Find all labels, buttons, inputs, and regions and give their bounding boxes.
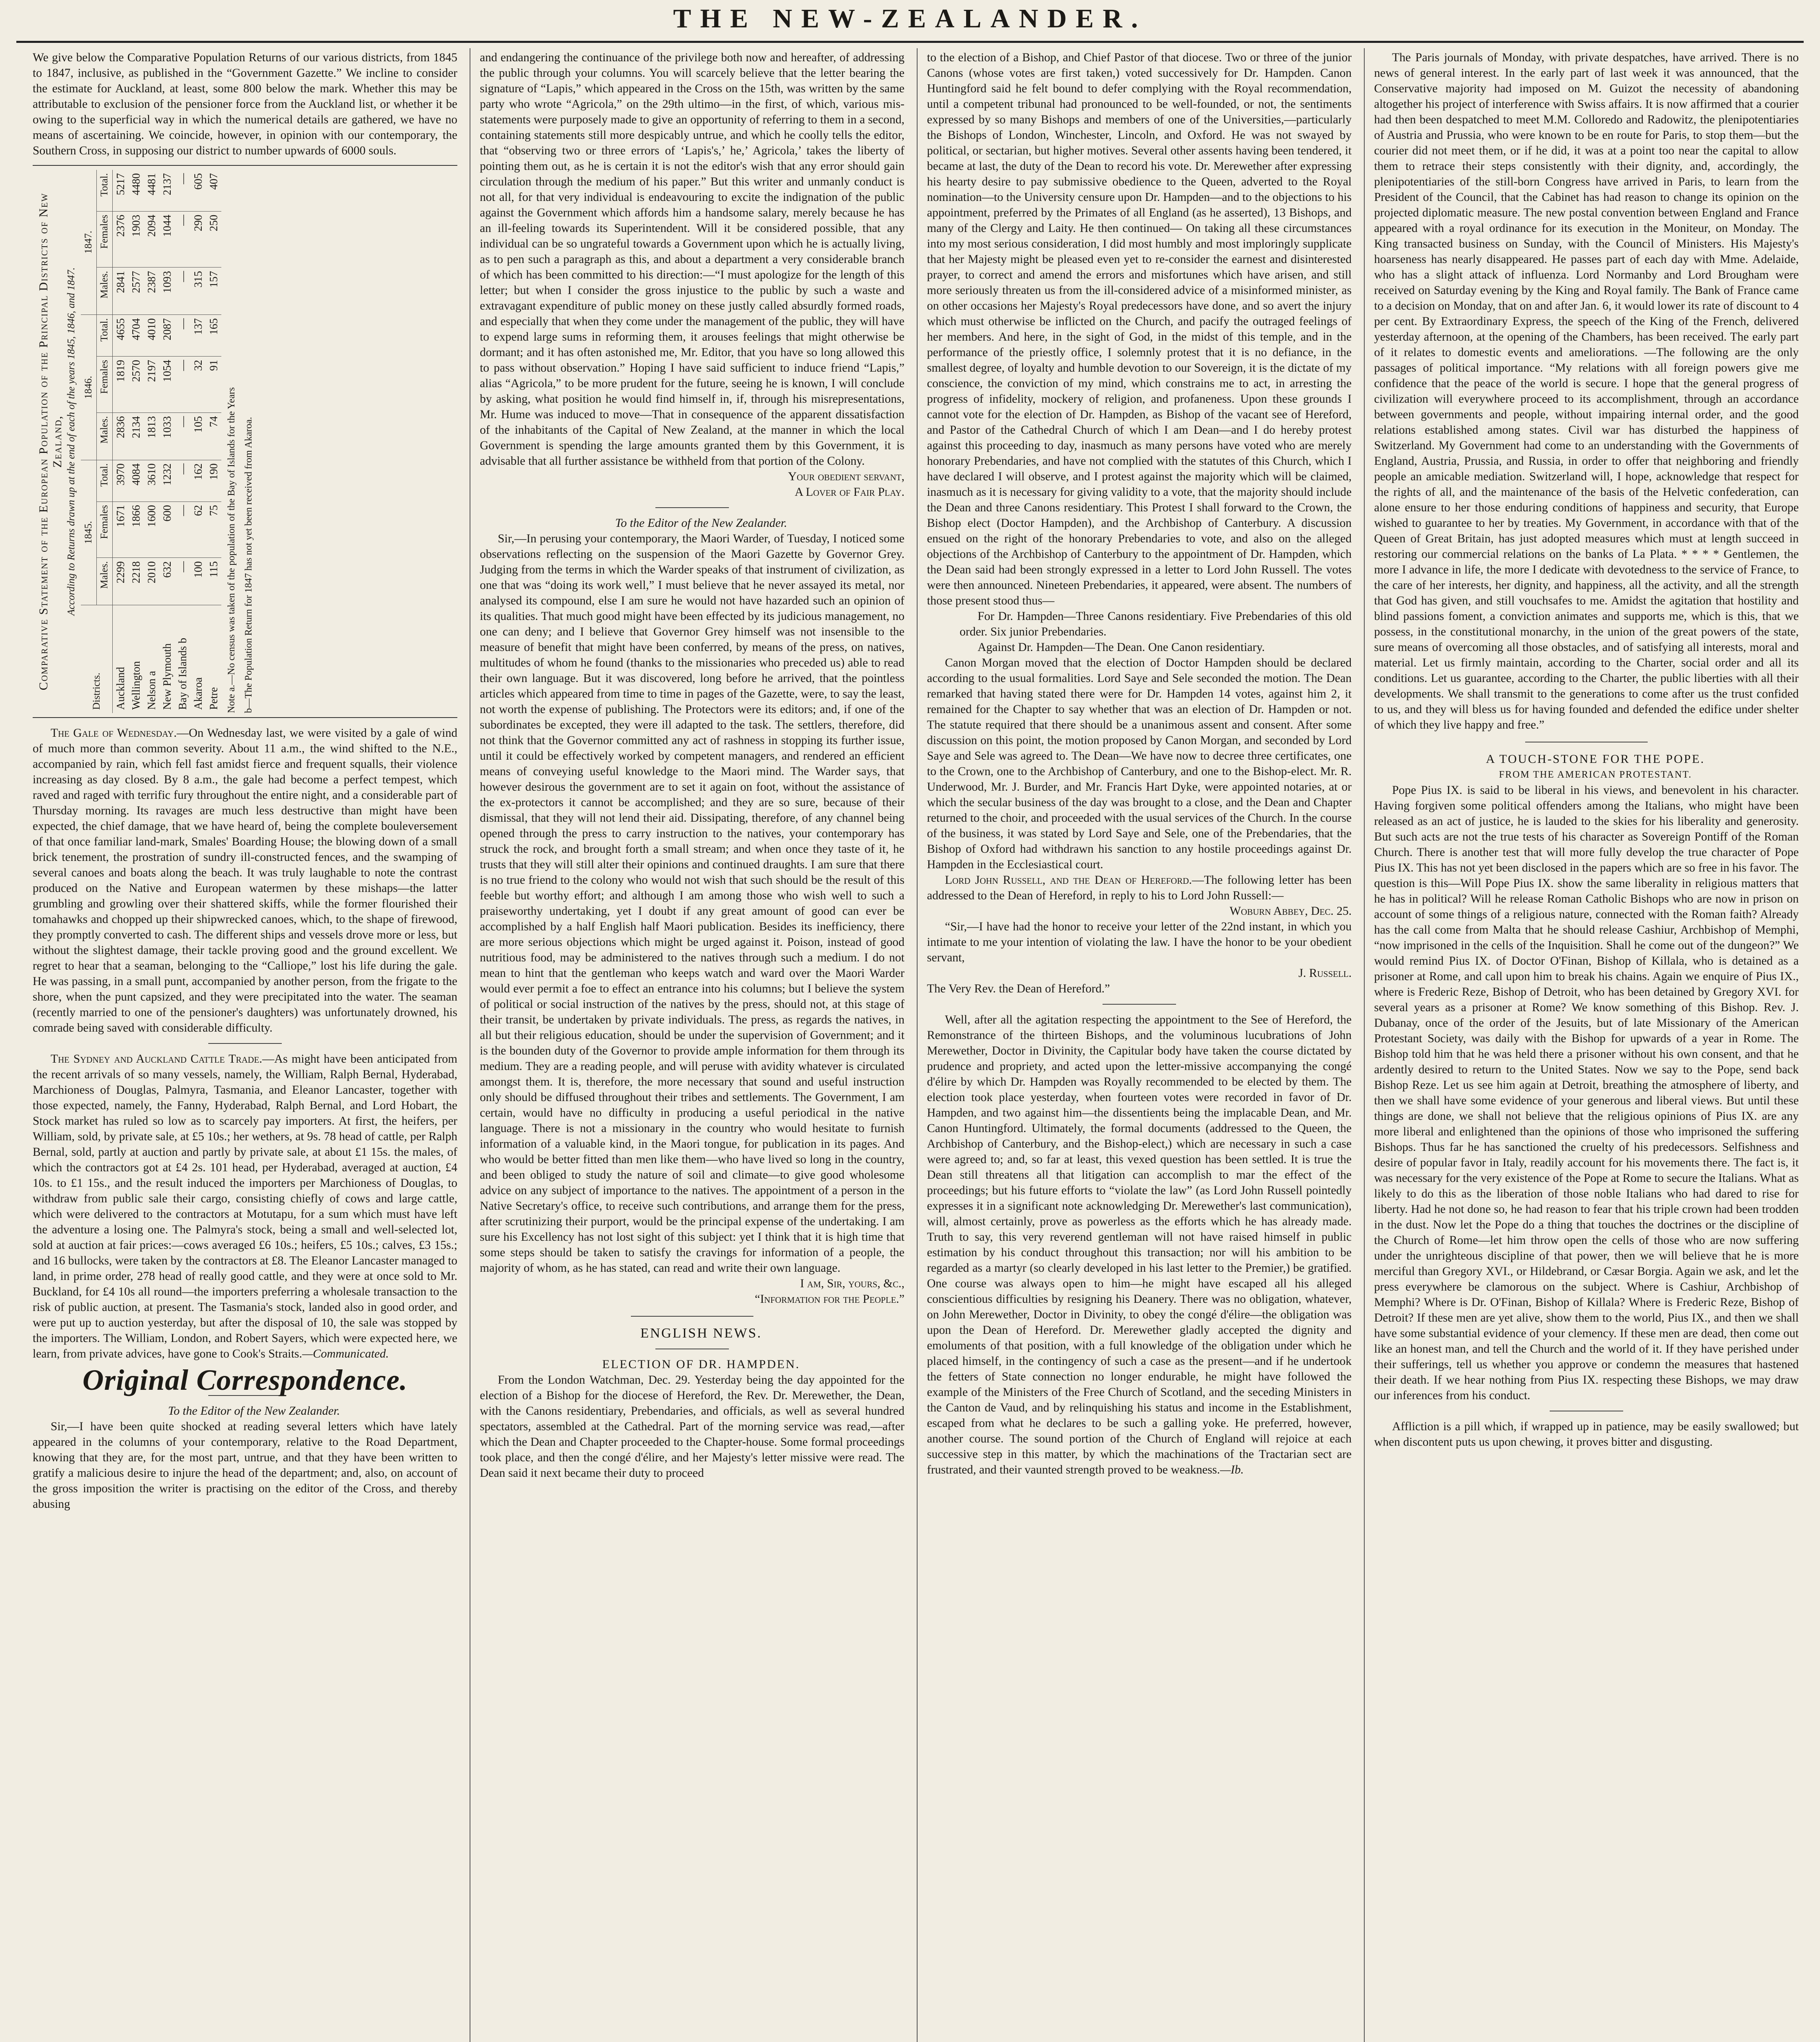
- filler-text: Affliction is a pill which, if wrapped up in patience, may be easily swallowed; but when discontent puts us upon chewing, it proves bitter and disgusting.: [1374, 1420, 1799, 1449]
- column-2: [480, 50, 904, 2042]
- table-cell: 2836: [113, 412, 129, 460]
- table-cell: 190: [206, 460, 221, 502]
- table-cell: 62: [190, 502, 206, 558]
- table-cell: 74: [206, 412, 221, 460]
- district-name: Petre: [207, 687, 220, 710]
- table-cell: 2197: [144, 357, 159, 413]
- table-cell: —: [175, 170, 190, 211]
- table-cell: 157: [206, 268, 221, 315]
- table-cell: 162: [190, 460, 206, 502]
- col-header: Males.: [97, 412, 113, 460]
- table-row: [206, 170, 221, 713]
- table-cell: 4010: [144, 315, 159, 357]
- divider: [1103, 1004, 1176, 1005]
- table-cell: 2570: [128, 357, 144, 413]
- table-cell: 2299: [113, 558, 129, 605]
- newspaper-title: THE NEW-ZEALANDER.: [673, 4, 1147, 33]
- table-cell: 1819: [113, 357, 129, 413]
- table-cell: 250: [206, 211, 221, 268]
- table-row: [175, 170, 190, 713]
- table-cell: 105: [190, 412, 206, 460]
- table-cell: 1044: [159, 211, 175, 268]
- table-cell: 1232: [159, 460, 175, 502]
- article-subtitle: FROM THE AMERICAN PROTESTANT.: [1499, 769, 1692, 780]
- table-cell: 2087: [159, 315, 175, 357]
- table-row: [190, 170, 206, 713]
- masthead-rule: [16, 41, 1804, 43]
- article-text: From the London Watchman, Dec. 29. Yesterday being the day appointed for the election of a Bishop for the diocese of Hereford, the Rev. Dr. Merewether, the Dean, with the Canons residentiary, Prebendaries, and officials, as well as several hundred spectators, assembled at the Cathedral. Part of the morning service was read,—after which the Dean and Chapter proceeded to the Chapter-house. Some formal proceedings took place, and then the congé d'élire, and her Majesty's letter missive were read. The Dean said it next became their duty to proceed: [480, 1373, 904, 1480]
- letter-salutation: To the Editor of the New Zealander.: [615, 517, 787, 530]
- table-cell: —: [175, 315, 190, 357]
- table-cell: —: [175, 460, 190, 502]
- table-cell: 315: [190, 268, 206, 315]
- section-heading-english-news: ENGLISH NEWS.: [640, 1326, 762, 1341]
- cattle-article: —As might have been anticipated from the recent arrivals of so many vessels, namely, the William, Ralph Bernal, Hyderabad, Marchioness of Douglas, Palmyra, Tasmania, and Eleanor Lancaster, together with those expected, namely, the Fanny, Hyderabad, Ralph Bernal, and Lord Hobart, the Stock market has ruled so low as to scarcely pay importers. At first, the heifers, per William, sold, by private sale, at £5 10s.; her wethers, at 9s. 78 head of cattle, per Ralph Bernal, sold, partly at auction and partly by private sale, at about £1 15s. the males, of which the contractors got at £4 2s. 101 head, per Hyderabad, averaged at auction, £4 10s. to £1 15s., and the result induced the importers per Marchioness of Douglas, to withdraw from public sale their cargo, consisting chiefly of cows and large cattle, which were delivered to the contractors at Motutapu, for a sum which must have left the adventure a losing one. The Palmyra's stock, being a small and well-selected lot, sold at auction at fair prices:—cows averaged £6 10s.; heifers, £5 10s.; calves, £3 15s.; and 16 bullocks, were taken by the contractors at £8. The Eleanor Lancaster managed to land, in prime order, 278 head of really good cattle, and they were at once sold to Mr. Buckland, for £4 10s all round—the importers preferring a wholesale transaction to the risk of public auction, at present. The Tasmania's stock, landed also in good order, and were put up to auction yesterday, but after the disposal of 10, the sale was stopped by the importers. The William, London, and Robert Sayers, which were expected here, we learn, from private advices, have gone to Cook's Straits.: [33, 1052, 457, 1360]
- table-cell: 4704: [128, 315, 144, 357]
- table-cell: 2137: [159, 170, 175, 211]
- column-4: [1374, 50, 1799, 2042]
- table-cell: —: [175, 211, 190, 268]
- col-header: Females: [97, 211, 113, 268]
- letter-text: Sir,—I have been quite shocked at reading several letters which have lately appeared in the columns of your contemporary, relative to the Road Department, knowing that they are, for the most part, untrue, and that they have been written to gratify a malicious desire to injure the head of the department; and, also, on account of the gross imposition the writer is practising on the editor of the Cross, and thereby abusing: [33, 1420, 457, 1511]
- table-cell: 115: [206, 558, 221, 605]
- table-cell: 4480: [128, 170, 144, 211]
- letter-text: Sir,—In perusing your contemporary, the Maori Warder, of Tuesday, I noticed some observations reflecting on the suspension of the Maori Gazette by Governor Grey. Judging from the terms in which the Warder speaks of that instrument of civilization, as one that was “doing its work well,” I must believe that he never assayed its metal, nor analysed its compound, else I am sure he would not have hazarded such an opinion of its qualities. That much good might have been effected by its judicious management, no one can deny; and I believe that Governor Grey himself was not insensible to the measure of benefit that might have been conferred, by means of the press, on natives, multitudes of whom he found (thanks to the missionaries who preceded us) able to read their own language. But it was discovered, long before he arrived, that the pointless articles which appeared from time to time in pages of the Gazette, were, to say the least, not worth the expense of publishing. The Protectors were its editors; and, if one of the subordinates be excepted, they were ill adapted to the task. The settlers, therefore, did not think that the Governor committed any act of rashness in stopping its further issue, until it could be effectively worked by competent managers, and rendered an efficient means of conveying useful knowledge to the Maori mind. The Warder says, that however desirous the government are to set it again on foot, without the assistance of the ex-protectors it cannot be accomplished; and they are so sure, because of their dismissal, that they will not lend their aid. Dissipating, therefore, of any channel being opened through the press to carry instruction to the natives, your contemporary has struck the rock, and brought forth a small stream; and when once they taste of it, he trusts that they will still alter their opinions and continued draughts. I am sure that there is no true friend to the colony who would not wish that such should be the result of this feeble but worthy effort; and although I am among those who wish well to such a praiseworthy undertaking, yet I doubt if any great amount of good can ever be accomplished by a half English half Maori publication. Besides its inefficiency, there are more serious objections which might be urged against it. Poison, instead of good nutritious food, may be administered to the natives through such a medium. I do not mean to hint that the gentleman who keeps watch and ward over the Maori Warder would ever permit a foe to effect an entrance into his columns; but I believe the system of political or social instruction of the natives by the press, should not, at this stage of their transit, be undertaken by private individuals. The press, as regards the natives, in all but their religious education, should be under the supervision of Government; and it is the bounden duty of the Governor to provide ample information for them through its medium. They are a reading people, and will peruse with avidity whatever is circulated amongst them. It is, therefore, the more necessary that sound and useful instruction only should be diffused throughout their tribes and settlements. The Government, I am certain, would have no difficulty in producing a useful periodical in the native language. There is not a missionary in the country who would hesitate to furnish information of a valuable kind, in the Maori tongue, for publication in its pages. And who would be better fitted than men like them—who have lived so long in the country, and been obliged to study the nature of soil and climate—to give good wholesome advice on any subject of importance to the natives. The appointment of a person in the Native Secretary's office, to receive such contributions, and arrange them for the press, after scrutinizing their purport, would be the principal expense of the undertaking. I am sure his Excellency has not lost sight of this subject: yet I think that it is high time that some steps should be taken to satisfy the cravings for information of a people, the majority of whom, as he has stated, can read and write their own language.: [480, 532, 904, 1275]
- masthead: [0, 0, 1820, 39]
- table-cell: 290: [190, 211, 206, 268]
- table-note-b: b—The Population Return for 1847 has not yet been received from Akaroa.: [243, 417, 254, 713]
- column-3: [927, 50, 1352, 2042]
- table-cell: 2841: [113, 268, 129, 315]
- district-name: Nelson a: [145, 671, 158, 710]
- table-cell: 2218: [128, 558, 144, 605]
- col-header: Total.: [97, 315, 113, 357]
- table-cell: 2387: [144, 268, 159, 315]
- col-header: Total.: [97, 170, 113, 211]
- table-cell: 3610: [144, 460, 159, 502]
- gale-article: —On Wednesday last, we were visited by a gale of wind of much more than common severity. About 11 a.m., the wind shifted to the N.E., accompanied by rain, which fell fast amidst fierce and frequent squalls, their violence increasing as day closed. By 8 a.m., the gale had become a perfect tempest, which raved and raged with terrific fury throughout the entire night, and a considerable part of Thursday morning. Its ravages are much less destructive than might have been expected, the chief damage, that we have heard of, being the complete bouleversement of that once familiar land-mark, Smales' Boarding House; the blowing down of a small brick tenement, the prostration of sundry ill-constructed fences, and the swamping of several canoes and boats along the beach. It was truly laughable to note the contrast produced on the Native and European watermen by these mishaps—the latter grumbling and growling over their shattered skiffs, while the former flourished their tomahawks and chopped up their shipwrecked canoes, which, to the shape of firewood, they promptly converted to cash. The different ships and vessels drove more or less, but without the slightest damage, their tackle proving good and the ground excellent. We regret to hear that a seaman, belonging to the “Calliope,” lost his life during the gale. He was passing, in a small punt, accompanied by another person, from the frigate to the shore, when the punt capsized, and they were precipitated into the water. The seaman (recently married to one of the pensioner's daughters) was unfortunately drowned, his comrade being saved with considerable difficulty.: [33, 727, 457, 1034]
- russell-letter: “Sir,—I have had the honor to receive your letter of the 22nd instant, in which you intimate to me your intention of violating the law. I have the honor to be your obedient servant,: [927, 920, 1352, 964]
- table-row: [144, 170, 159, 713]
- col-header: Total.: [97, 460, 113, 502]
- table-note-a: Note a.—No census was taken of the population of the Bay of Islands for the Years: [226, 387, 237, 713]
- cattle-source: —Communicated.: [302, 1347, 389, 1360]
- year-header: 1845.: [81, 460, 97, 605]
- table-cell: 100: [190, 558, 206, 605]
- table-title: Comparative Statement of the European Population of the Principal Districts of New Zealand,: [37, 192, 64, 691]
- letter-continued: and endangering the continuance of the privilege both now and hereafter, of addressing the public through your columns. You will scarcely believe that the letter bearing the signature of “Lapis,” which appeared in the Cross on the 15th, was written by the same party who wrote “Agricola,” on the 29th ultimo—in the first, of which, various mis-statements were purposely made to give an opportunity of referring to them in a second, containing statements still more despicably untrue, and which he coolly tells the editor, that “observing two or three errors of ‘Lapis's,’ he,’ Agricola,’ takes the liberty of pointing them out, as he is certain it is not the editor's wish that any error should gain circulation through the medium of his paper.” But this writer and unmanly conduct is not all, for that very individual is endeavouring to excite the indignation of the public against the Government which affords him a handsome salary, merely because he has an ill-feeling towards its Superintendent. Will it be considered possible, that any individual can be so ungrateful towards a Government upon which he is actually living, as to pen such a paragraph as this, and about a department a very considerable branch of which has been committed to his direction:—“I must apologize for the length of this letter; but when I consider the gross injustice to the public by such a waste and extravagant expenditure of public money on these justly called absurdly formed roads, and especially that when they come under the management of the public, they will have to expend large sums in reforming them, it arouses feelings that might otherwise be dormant; and it has often astonished me, Mr. Editor, that you have so long allowed this to pass without observation.” Hoping I have said sufficient to induce friend “Lapis,” alias “Agricola,” to be more prudent for the future, seeing he is known, I will conclude by asking, what position he would find himself in, if, through his misrepresentations, Mr. Hume was induced to move—That in consequence of the apparent dissatisfaction of the inhabitants of the Capital of New Zealand, at the manner in which the local Government is spending the large amounts granted them by this Government, it is advisable that all further assistance be withheld from that portion of the Colony.: [480, 51, 904, 468]
- table-cell: 407: [206, 170, 221, 211]
- year-header: 1847.: [81, 170, 97, 315]
- table-cell: 1813: [144, 412, 159, 460]
- population-table: [33, 165, 457, 718]
- table-cell: 1054: [159, 357, 175, 413]
- article-text: Well, after all the agitation respecting the appointment to the See of Hereford, the Remonstrance of the thirteen Bishops, and the voluminous lucubrations of John Merewether, Doctor in Divinity, the Capitular body have taken the course dictated by prudence and propriety, and acted upon the letter-missive accompanying the congé d'élire by which Dr. Hampden was Royally recommended to be elected by them. The election took place yesterday, when fourteen votes were recorded in favor of Dr. Hampden, and two against him—the dissentients being the implacable Dean, and Mr. Canon Huntingford. Ultimately, the formal documents (addressed to the Queen, the Archbishop of Canterbury, and the Bishop-elect,) which are necessary in such a case were agreed to; and, so far at least, this vexed question has been settled. It is true the Dean still threatens all that litigation can accomplish to mar the effect of the proceedings; but his future efforts to “violate the law” (as Lord John Russell pointedly expresses it in a significant note acknowledging Dr. Merewether's last communication), will, almost certainly, prove as powerless as the efforts which he has already made. Truth to say, this very reverend gentleman will not have raised himself in public estimation by his conduct throughout this transaction; nor will his ambition to be regarded as a martyr (so clearly developed in his last letter to the Premier,) be gratified. One course was always open to him—he might have escaped all his alleged conscientious difficulties by resigning his Deanery. There was no obligation, whatever, on John Merewether, Doctor in Divinity, to obey the congé d'élire—the obligation was upon the Dean of Hereford. Dr. Merewether gladly accepted the dignity and emoluments of that position, with a full knowledge of the obligation under which he placed himself, in the contingency of such a case as the present—and if he undertook the fetters of State connection no longer endurable, he might have followed the example of the Ministers of the Free Church of Scotland, and the seceding Ministers in the Canton de Vaud, and by relinquishing his status and income in the Establishment, escaped from what he declares to be such a galling yoke. He preferred, however, another course. The sound portion of the Church of England will rejoice at each successive step in this matter, by which the machinations of the Tractarian sect are frustrated, and their vaunted strength proved to be weakness.: [927, 1013, 1352, 1476]
- table-cell: 137: [190, 315, 206, 357]
- table-cell: 2094: [144, 211, 159, 268]
- divider: [208, 1043, 282, 1044]
- table-cell: 1033: [159, 412, 175, 460]
- article-source: —Ib.: [1220, 1463, 1244, 1476]
- table-row: [128, 170, 144, 713]
- letter-signature: A Lover of Fair Play.: [795, 486, 904, 499]
- letter-closing: I am, Sir, yours, &c.,: [800, 1277, 904, 1290]
- vote-tally-against: Against Dr. Hampden—The Dean. One Canon residentiary.: [978, 641, 1265, 654]
- article-text: to the election of a Bishop, and Chief Pastor of that diocese. Two or three of the junior Canons (whose votes are first taken,) voted successively for Dr. Hampden. Canon Huntingford said he felt bound to defer complying with the Royal recommendation, until a competent tribunal had pronounced to be well-founded, or not, the sentiments expressed by so many Bishops and members of one of the Universities,—particularly the Bishops of London, Winchester, Lincoln, and Oxford. He was not swayed by political, or sectarian, but higher motives. Several other assents having been tendered, it became at last, the duty of the Dean to record his vote. Dr. Merewether after expressing his hearty desire to pay submissive obedience to the Queen, adverted to the Royal nomination—to the University censure upon Dr. Hampden—and to the objections to his appointment, preferred by the Primates of all England (as he asserted), 13 Bishops, and many of the Clergy and Laity. He then continued— On taking all these circumstances into my most serious consideration, I did most humbly and most imploringly supplicate that her Majesty might be pleased even yet to re-consider the earnest and disinterested prayer, to correct and amend the errors and misfortunes which have arisen, and still more seriously threaten us from the ill-considered advice of a misinformed minister, as on other occasions her Majesty's Royal predecessors have done, and so avert the injury which must otherwise be inflicted on the Church, and pacify the outraged feelings of her members. And here, in the sight of God, in the midst of this temple, and in the performance of the priestly office, I solemnly protest that it is no defiance, in the smallest degree, of loyalty and humble devotion to our Sovereign, it is the dictate of my conscience, the conviction of my mind, which constrains me to act, in arresting the progress of infidelity, mockery of religion, and profaneness. Upon these grounds I cannot vote for the election of Dr. Hampden, as Bishop of the vacant see of Hereford, and Pastor of the Cathedral Church of which I am Dean—and I do hereby protest against this proceeding to day, inasmuch as many persons have voted who are merely honorary Prebendaries, and have not complied with the statutes of this Church, which I have declared I will observe, and I protest against the majority which will be claimed, inasmuch as it is necessary for giving validity to a vote, that the majority should include the Dean and three Canons residentiary. This Protest I shall forward to the Crown, the Bishop elect (Doctor Hampden), and the Archbishop of Canterbury. A discussion ensued on the right of the honorary Prebendaries to vote, and also on the alleged objections of the Archbishop of Canterbury to the appointment of Dr. Hampden, which the Dean said had been strongly expressed in a letter to Lord John Russell. The votes were then announced. Nineteen Prebendaries, it appeared, were absent. The numbers of those present stood thus—: [927, 51, 1352, 607]
- table-cell: 165: [206, 315, 221, 357]
- table-cell: 75: [206, 502, 221, 558]
- col-header: Females: [97, 357, 113, 413]
- table-cell: 2577: [128, 268, 144, 315]
- district-name: New Plymouth: [161, 643, 173, 710]
- letter-closing: Your obedient servant,: [788, 470, 904, 483]
- cattle-heading: The Sydney and Auckland Cattle Trade.: [51, 1052, 263, 1066]
- table-cell: 91: [206, 357, 221, 413]
- table-cell: 600: [159, 502, 175, 558]
- table-cell: —: [175, 502, 190, 558]
- col-header-districts: Districts.: [81, 605, 113, 713]
- letter-signature: J. Russell.: [1298, 967, 1352, 980]
- district-name: Bay of Islands b: [176, 638, 189, 710]
- table-cell: 1866: [128, 502, 144, 558]
- col-header: Males.: [97, 558, 113, 605]
- table-cell: —: [175, 357, 190, 413]
- letter-signature: “Information for the People.”: [755, 1293, 904, 1306]
- table-cell: 1671: [113, 502, 129, 558]
- table-cell: 4481: [144, 170, 159, 211]
- divider: [655, 507, 729, 508]
- col-header: Females: [97, 502, 113, 558]
- table-cell: 2376: [113, 211, 129, 268]
- district-name: Akaroa: [192, 677, 204, 710]
- column-1: [33, 50, 457, 2042]
- table-cell: 2010: [144, 558, 159, 605]
- table-row: [113, 170, 129, 713]
- table-cell: 605: [190, 170, 206, 211]
- vote-tally-for: For Dr. Hampden—Three Canons residentiary. Five Prebendaries of this old order. Six junior Prebendaries.: [960, 610, 1352, 638]
- article-text: The Paris journals of Monday, with private despatches, have arrived. There is no news of general interest. In the early part of last week it was announced, that the Conservative majority had imposed on M. Guizot the necessity of abandoning altogether his project of interference with Swiss affairs. It is now affirmed that a courier had then been despatched to meet M.M. Colloredo and Radowitz, the plenipotentiaries of Austria and Prussia, who were known to be en route for Paris, to stop them—but the courier did not meet them, or if he did, it was at a point too near the capital to allow them to retrace their steps consistently with their dignity, and, accordingly, the plenipotentiaries of the still-born Congress have arrived in Paris, to learn from the President of the Council, that the Cabinet has had reason to change its opinion on the projected diplomatic measure. The new postal convention between England and France appeared with a royal ordinance for its execution in the Moniteur, on Monday. The King transacted business on Sunday, with the Council of Ministers. His Majesty's hoarseness has nearly disappeared. He passes part of each day with Mme. Adelaide, who has a slight attack of influenza. Lord Normanby and Lord Brougham were received on Saturday evening by the King and Royal family. The Bank of France came to a decision on Monday, that on and after Jan. 6, it would lower its rate of discount to 4 per cent. By Extraordinary Express, the speech of the King of the French, delivered yesterday afternoon, at the opening of the Chambers, has been received. The early part of it relates to domestic events and ameliorations. —The following are the only passages of political importance. “My relations with all foreign powers give me confidence that the peace of the world is secure. I hope that the general progress of civilization will everywhere proceed to its accomplishment, through an accordance between governments and people, without impairing internal order, and the good relations established among states. Civil war has disturbed the happiness of Switzerland. My Government had come to an understanding with the Governments of England, Austria, Prussia, and Russia, in order to offer that neighboring and friendly people an amicable mediation. Switzerland will, I hope, acknowledge that respect for the rights of all, and the maintenance of the basis of the Helvetic confederation, can alone ensure to her those enduring conditions of happiness and security, that Europe wished to guarantee to her by treaties. My Government, in accordance with that of the Queen of Great Britain, has just adopted measures which must at length succeed in restoring our commercial relations on the banks of La Plata. * * * * Gentlemen, the more I advance in life, the more I dedicate with devotedness to the service of France, to the care of her interests, her dignity, and happiness, all the activity, and all the strength that God has given, and still vouchsafes to me. Amidst the agitation that hostility and blind passions foment, a conviction animates and supports me, which is this, that we possess, in the constitutional monarchy, in the union of the great powers of the state, sure means of overcoming all those obstacles, and of satisfying all interests, moral and material. Let us firmly maintain, according to the Charter, social order and all its conditions. Let us guarantee, according to the Charter, the public liberties with all their developments. We shall transmit to the generations to come after us the trust confided to us, and they will bless us for having founded and defended the edifice under shelter of which they live happy and free.”: [1374, 51, 1799, 731]
- table-cell: 2134: [128, 412, 144, 460]
- section-heading-correspondence: Original Correspondence.: [82, 1364, 408, 1396]
- table-cell: 32: [190, 357, 206, 413]
- col-header: Males.: [97, 268, 113, 315]
- article-text: Canon Morgan moved that the election of Doctor Hampden should be declared according to the usual formalities. Lord Saye and Sele seconded the motion. The Dean remarked that having stated there were for Dr. Hampden 14 votes, against him 2, it remained for the Chapter to say whether that was an election of Dr. Hampden or not. The statute required that there should be a unanimous assent and consent. After some discussion on this point, the motion proposed by Canon Morgan, and seconded by Lord Saye and Sele was agreed to. The Dean—We have now to decree three certificates, one to the Crown, one to the Archbishop of Canterbury, and one to the Bishop-elect. Mr. R. Underwood, Mr. J. Burder, and Mr. Francis Hart Dyke, were appointed notaries, at or which the secular business of the day was brought to a close, and the Dean and Chapter returned to the choir, and proceeded with the usual services of the Church. In the course of the business, it was stated by Lord Saye and Sele, one of the Prebendaries, that the Bishop of Oxford had withdrawn his sanction to any hostile proceedings against Dr. Hampden in the Ecclesiastical court.: [927, 656, 1352, 871]
- table-cell: 4655: [113, 315, 129, 357]
- table-cell: 5217: [113, 170, 129, 211]
- table-row: [159, 170, 175, 713]
- table-subtitle: According to Returns drawn up at the end of each of the years 1845, 1846, and 1847.: [66, 267, 77, 616]
- table-cell: 3970: [113, 460, 129, 502]
- article-text: Pope Pius IX. is said to be liberal in his views, and benevolent in his character. Having forgiven some political offenders among the Italians, who might have been released as an act of justice, he is lauded to the skies for his liberality and generosity. But such acts are not the true tests of his character as Sovereign Pontiff of the Roman Church. There is another test that will more fully develop the true character of Pope Pius IX. This has not yet been disclosed in the papers which are so free in his favor. The question is this—Will Pope Pius IX. show the same liberality in religious matters that he has in political? Will he release Roman Catholic Bishops who are now in prison on account of some things of a religious nature, connected with the Roman faith? Already has the call come from Malta that he should release Cashiur, Archbishop of Memphi, “now imprisoned in the cells of the Inquisition. Shall he come out of the dungeon?” We would remind Pius IX. of Doctor O'Finan, Bishop of Killala, who is detained as a prisoner at Rome, and call upon him to break his chains. Again we enquire of Pius IX., where is Frederic Reze, Bishop of Detroit, who has been detained by Gregory XVI. for several years as a prisoner at Rome? We know something of this Bishop. Rev. J. Dubanay, once of the order of the Jesuits, but of late Missionary of the American Protestant Society, was daily with the Bishop for upwards of a year in Rome. The Bishop told him that he was held there a prisoner without his own consent, and that he ardently desired to return to the United States. Now we say to the Pope, send back Bishop Reze. Let us see him again at Detroit, breathing the atmosphere of liberty, and then we shall have some evidence of your generous and liberal views. But until these things are done, we shall not believe that the religious opinions of Pius IX. are any more liberal and enlightened than the opinions of those who imprisoned the suffering Bishops. Thus far he has sanctioned the cruelty of his predecessors. Selfishness and desire of popular favor in Italy, readily account for his movements there. The fact is, it was necessary for the very existence of the Pope at Rome to secure the Italians. What as likely to do this as the liberation of those noble Italians who had dared to rise for liberty. Had he not done so, he had reason to fear that his triple crown had been trodden in the dust. Now let the Pope do a thing that touches the doctrines or the discipline of the Church of Rome—let him throw open the cells of those who are now suffering under the unrighteous discipline of that power, then we will believe that he is more merciful than Gregory XVI., or Hildebrand, or Cæsar Borgia. Again we ask, and let the press everywhere be clamorous on the subject. Where is Cashiur, Archbishop of Memphi? Where is Dr. O'Finan, Bishop of Killala? Where is Frederic Reze, Bishop of Detroit? If these men are yet alive, show them to the world, Pius IX., and then we shall have some substantial evidence of your clemency. If these men are dead, then come out like an honest man, and tell the Church and the world of it. If they have perished under their sufferings, tell us whether you approve or condemn the measures that hastened their death. If we hear nothing from Pius IX. respecting these Bishops, we may draw our inferences from his conduct.: [1374, 784, 1799, 1402]
- divider: [631, 1316, 753, 1317]
- table-cell: —: [175, 268, 190, 315]
- gale-heading: The Gale of Wednesday.: [51, 727, 177, 740]
- district-name: Wellington: [130, 661, 142, 710]
- article-title: A TOUCH-STONE FOR THE POPE.: [1486, 752, 1705, 766]
- letter-addressee: The Very Rev. the Dean of Hereford.”: [927, 982, 1110, 995]
- table-cell: —: [175, 558, 190, 605]
- population-intro: We give below the Comparative Population Returns of our various districts, from 1845 to 1847, inclusive, as published in the “Government Gazette.” We incline to consider the estimate for Auckland, at least, some 800 below the mark. Whether this may be attributable to exclusion of the pensioner force from the Auckland list, or whether it be owing to the superficial way in which the numerical details are gathered, we have no means of ascertaining. We coincide, however, in opinion with our contemporary, the Southern Cross, in supposing our district to number upwards of 6000 souls.: [33, 51, 457, 157]
- table-cell: 1903: [128, 211, 144, 268]
- column-rule: [1364, 48, 1365, 2042]
- letter-dateline: Woburn Abbey, Dec. 25.: [1230, 905, 1352, 918]
- russell-intro: —The following letter has been addressed to the Dean of Hereford, in reply to his to Lord John Russell:—: [927, 874, 1352, 902]
- year-header: 1846.: [81, 315, 97, 460]
- table-cell: 1600: [144, 502, 159, 558]
- district-name: Auckland: [114, 667, 127, 710]
- letter-salutation: To the Editor of the New Zealander.: [168, 1404, 340, 1418]
- russell-heading: Lord John Russell, and the Dean of Hereford.: [945, 874, 1192, 887]
- table-cell: —: [175, 412, 190, 460]
- table-cell: 632: [159, 558, 175, 605]
- column-rule: [917, 48, 918, 2042]
- table-cell: 1093: [159, 268, 175, 315]
- article-title: ELECTION OF DR. HAMPDEN.: [602, 1358, 800, 1371]
- table-cell: 4084: [128, 460, 144, 502]
